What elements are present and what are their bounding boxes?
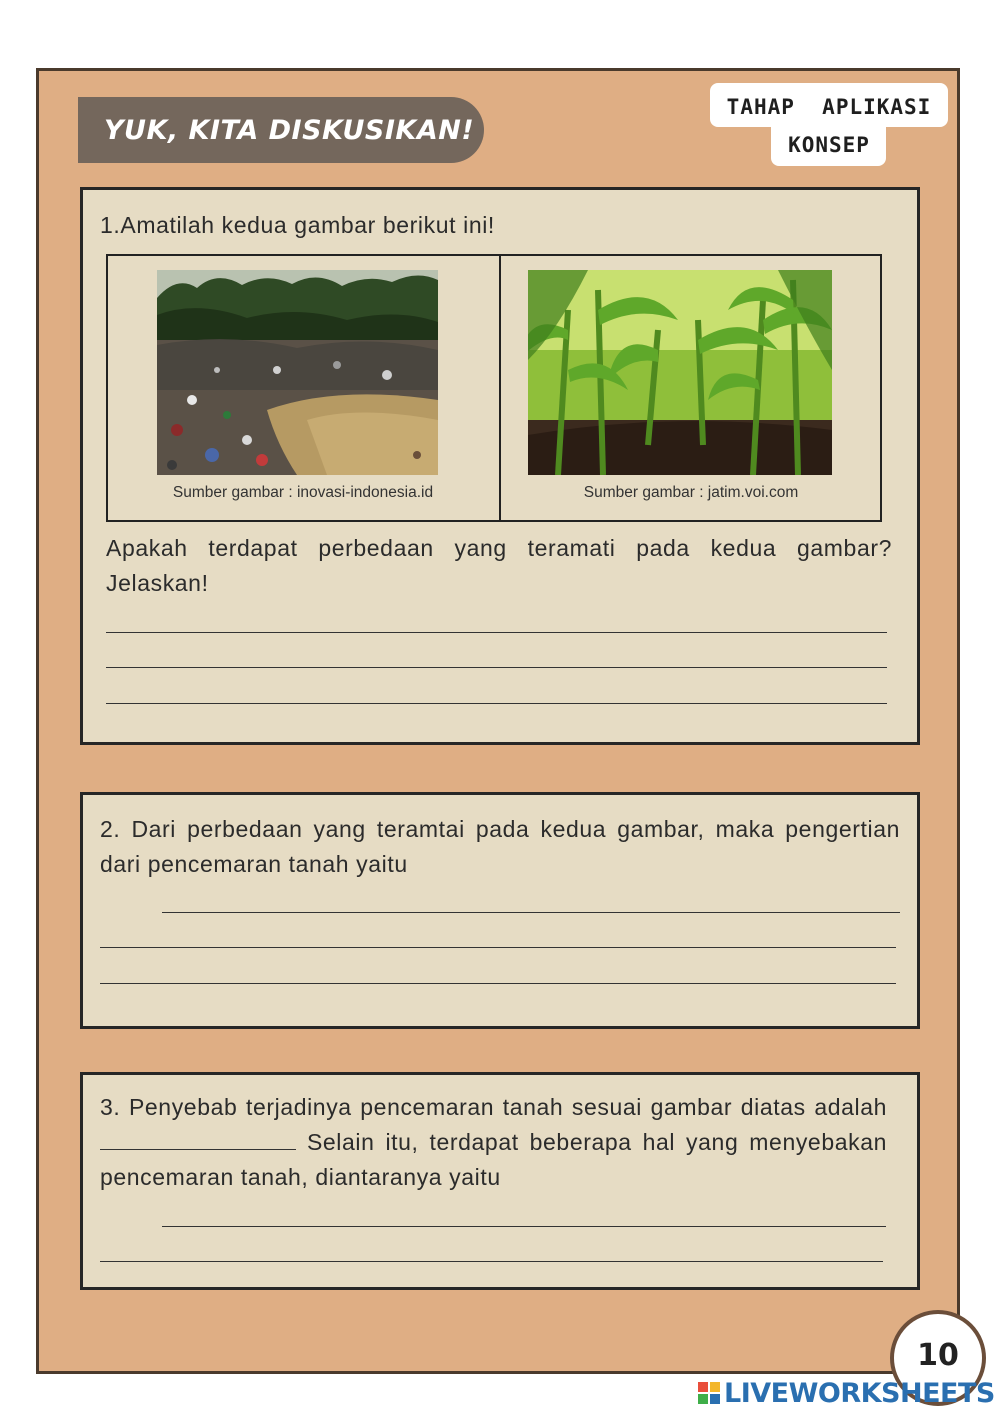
stage-label — [710, 88, 948, 164]
answer-line[interactable] — [100, 983, 896, 984]
stage-label-line2: KONSEP — [788, 133, 870, 157]
answer-line[interactable] — [100, 947, 896, 948]
answer-line[interactable] — [106, 667, 887, 668]
question-3-part1: 3. Penyebab terjadinya pencemaran tanah sesuai gambar diatas adalah — [100, 1094, 887, 1120]
liveworksheets-watermark — [698, 1376, 995, 1410]
liveworksheets-logo-icon — [698, 1382, 720, 1404]
question-3-part2: Selain itu, terdapat beberapa hal yang menyebakan pencemaran tanah, diantaranya yaitu — [100, 1129, 887, 1190]
left-image-caption: Sumber gambar : inovasi-indonesia.id — [172, 484, 434, 501]
answer-line[interactable] — [162, 912, 900, 913]
image-table-divider — [499, 254, 501, 522]
answer-line[interactable] — [162, 1226, 886, 1227]
answer-line[interactable] — [106, 703, 887, 704]
stage-label-line1: TAHAP APLIKASI — [726, 95, 932, 119]
corn-plants-image — [528, 270, 832, 475]
inline-answer-blank[interactable] — [100, 1127, 296, 1150]
answer-line[interactable] — [106, 632, 887, 633]
right-image-caption: Sumber gambar : jatim.voi.com — [583, 484, 799, 501]
page-number: 10 — [917, 1338, 959, 1373]
landfill-image — [157, 270, 438, 475]
section-title: YUK, KITA DISKUSIKAN! — [104, 114, 475, 146]
question-2-text: 2. Dari perbedaan yang teramtai pada kedua gambar, maka pengertian dari pencemaran tanah yaitu — [100, 816, 900, 877]
landfill-photo — [157, 270, 438, 475]
watermark-text: LIVEWORKSHEETS — [724, 1377, 995, 1409]
plants-photo — [528, 270, 832, 475]
question-1-text: Apakah terdapat perbedaan yang teramati pada kedua gambar? Jelaskan! — [106, 535, 892, 596]
section-header — [78, 97, 484, 163]
question-1-prompt: 1.Amatilah kedua gambar berikut ini! — [100, 212, 495, 238]
question-3-text — [100, 1090, 887, 1195]
answer-line[interactable] — [100, 1261, 883, 1262]
